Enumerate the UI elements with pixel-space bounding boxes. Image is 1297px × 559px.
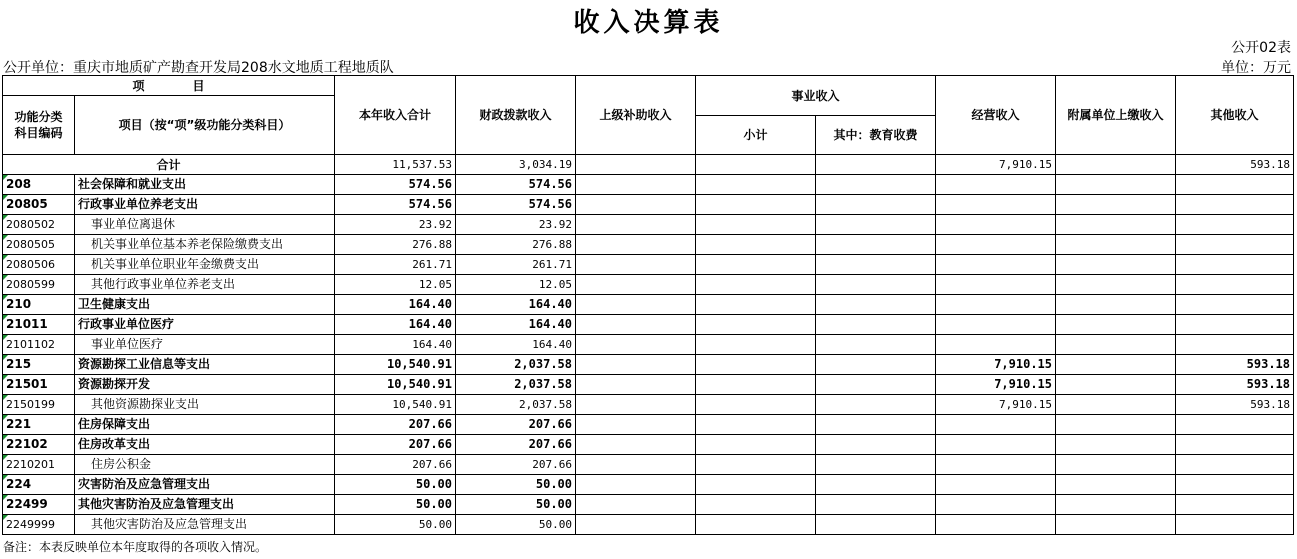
total-affiliate [1056,155,1176,175]
row-code: 210 [3,295,75,315]
row-other [1176,235,1294,255]
row-total: 276.88 [335,235,456,255]
income-table [2,75,1294,535]
row-total: 207.66 [335,455,456,475]
row-education [816,455,936,475]
header-subtotal: 小计 [696,116,816,155]
row-superior [576,435,696,455]
row-affiliate [1056,215,1176,235]
row-superior [576,215,696,235]
row-subtotal [696,495,816,515]
row-operating [936,315,1056,335]
row-total: 164.40 [335,315,456,335]
row-other [1176,315,1294,335]
row-fiscal: 2,037.58 [456,355,576,375]
table-row [3,515,1294,535]
row-total: 50.00 [335,495,456,515]
row-superior [576,415,696,435]
table-row [3,495,1294,515]
total-superior [576,155,696,175]
row-other [1176,335,1294,355]
row-education [816,515,936,535]
row-operating [936,335,1056,355]
row-affiliate [1056,355,1176,375]
row-name: 其他灾害防治及应急管理支出 [75,495,335,515]
table-row [3,295,1294,315]
row-affiliate [1056,455,1176,475]
row-other [1176,515,1294,535]
row-education [816,475,936,495]
table-row [3,275,1294,295]
row-other [1176,175,1294,195]
row-total: 10,540.91 [335,375,456,395]
report-title: 收入决算表 [573,8,724,38]
row-operating [936,275,1056,295]
row-education [816,495,936,515]
table-row [3,395,1294,415]
row-name: 住房改革支出 [75,435,335,455]
row-name: 行政事业单位医疗 [75,315,335,335]
row-name: 住房公积金 [75,455,335,475]
row-superior [576,255,696,275]
row-affiliate [1056,175,1176,195]
row-fiscal: 276.88 [456,235,576,255]
row-fiscal: 164.40 [456,335,576,355]
row-name: 事业单位医疗 [75,335,335,355]
table-row [3,335,1294,355]
table-row [3,375,1294,395]
row-total: 10,540.91 [335,395,456,415]
row-operating [936,415,1056,435]
money-unit: 单位：万元 [1221,60,1291,76]
row-fiscal: 50.00 [456,515,576,535]
row-education [816,335,936,355]
row-affiliate [1056,375,1176,395]
row-code: 2150199 [3,395,75,415]
row-total: 12.05 [335,275,456,295]
row-name: 事业单位离退休 [75,215,335,235]
row-operating [936,435,1056,455]
row-fiscal: 207.66 [456,455,576,475]
total-total: 11,537.53 [335,155,456,175]
row-other [1176,455,1294,475]
row-education [816,175,936,195]
table-row [3,475,1294,495]
row-other [1176,275,1294,295]
row-subtotal [696,475,816,495]
row-fiscal: 164.40 [456,295,576,315]
row-affiliate [1056,195,1176,215]
row-education [816,235,936,255]
row-code: 2080505 [3,235,75,255]
header-item: 项 目 [3,76,335,96]
row-superior [576,275,696,295]
table-row [3,175,1294,195]
row-subtotal [696,195,816,215]
row-subtotal [696,175,816,195]
table-row [3,415,1294,435]
row-operating [936,195,1056,215]
row-affiliate [1056,335,1176,355]
header-fiscal: 财政拨款收入 [456,76,576,155]
row-other: 593.18 [1176,395,1294,415]
row-name: 卫生健康支出 [75,295,335,315]
row-code: 2080506 [3,255,75,275]
reporting-unit: 公开单位：重庆市地质矿产勘查开发局208水文地质工程地质队 [3,60,394,76]
row-fiscal: 50.00 [456,475,576,495]
row-other [1176,295,1294,315]
form-number: 公开02表 [1231,40,1291,56]
row-subtotal [696,295,816,315]
total-other: 593.18 [1176,155,1294,175]
row-subtotal [696,395,816,415]
row-affiliate [1056,475,1176,495]
row-name: 机关事业单位基本养老保险缴费支出 [75,235,335,255]
row-subtotal [696,435,816,455]
row-superior [576,495,696,515]
total-label: 合计 [3,155,335,175]
row-superior [576,455,696,475]
row-affiliate [1056,295,1176,315]
row-operating [936,475,1056,495]
row-operating [936,495,1056,515]
row-total: 10,540.91 [335,355,456,375]
row-education [816,255,936,275]
row-operating [936,295,1056,315]
row-fiscal: 164.40 [456,315,576,335]
row-other: 593.18 [1176,375,1294,395]
row-superior [576,515,696,535]
row-total: 574.56 [335,195,456,215]
row-code: 2080502 [3,215,75,235]
row-education [816,195,936,215]
total-operating: 7,910.15 [936,155,1056,175]
row-superior [576,235,696,255]
header-education: 其中：教育收费 [816,116,936,155]
row-superior [576,375,696,395]
row-code: 22499 [3,495,75,515]
total-education [816,155,936,175]
table-row [3,355,1294,375]
row-code: 2101102 [3,335,75,355]
table-row [3,435,1294,455]
row-affiliate [1056,495,1176,515]
row-code: 21501 [3,375,75,395]
row-education [816,275,936,295]
row-name: 社会保障和就业支出 [75,175,335,195]
row-education [816,375,936,395]
header-operating: 经营收入 [936,76,1056,155]
row-total: 164.40 [335,295,456,315]
row-total: 207.66 [335,435,456,455]
table-row [3,235,1294,255]
row-superior [576,355,696,375]
row-other [1176,435,1294,455]
row-code: 215 [3,355,75,375]
row-name: 资源勘探开发 [75,375,335,395]
row-affiliate [1056,395,1176,415]
row-name: 资源勘探工业信息等支出 [75,355,335,375]
row-subtotal [696,275,816,295]
row-name: 其他灾害防治及应急管理支出 [75,515,335,535]
header-code: 功能分类科目编码 [3,96,75,155]
row-code: 2080599 [3,275,75,295]
row-code: 21011 [3,315,75,335]
row-code: 221 [3,415,75,435]
row-total: 50.00 [335,515,456,535]
row-subtotal [696,375,816,395]
row-operating: 7,910.15 [936,395,1056,415]
row-total: 207.66 [335,415,456,435]
row-name: 其他资源勘探业支出 [75,395,335,415]
row-fiscal: 207.66 [456,435,576,455]
row-name: 其他行政事业单位养老支出 [75,275,335,295]
row-fiscal: 261.71 [456,255,576,275]
row-fiscal: 207.66 [456,415,576,435]
row-affiliate [1056,515,1176,535]
row-affiliate [1056,255,1176,275]
row-code: 2249999 [3,515,75,535]
row-fiscal: 50.00 [456,495,576,515]
row-operating: 7,910.15 [936,375,1056,395]
row-operating [936,235,1056,255]
row-subtotal [696,255,816,275]
row-fiscal: 2,037.58 [456,375,576,395]
row-superior [576,175,696,195]
row-affiliate [1056,415,1176,435]
row-total: 50.00 [335,475,456,495]
row-superior [576,335,696,355]
row-total: 23.92 [335,215,456,235]
header-career: 事业收入 [696,76,936,116]
row-affiliate [1056,235,1176,255]
header-affiliate: 附属单位上缴收入 [1056,76,1176,155]
row-other: 593.18 [1176,355,1294,375]
row-operating [936,455,1056,475]
row-fiscal: 574.56 [456,175,576,195]
row-other [1176,215,1294,235]
row-affiliate [1056,435,1176,455]
row-name: 灾害防治及应急管理支出 [75,475,335,495]
row-fiscal: 12.05 [456,275,576,295]
row-operating: 7,910.15 [936,355,1056,375]
table-row [3,455,1294,475]
total-subtotal [696,155,816,175]
table-row [3,255,1294,275]
row-fiscal: 23.92 [456,215,576,235]
row-subtotal [696,355,816,375]
row-superior [576,395,696,415]
row-operating [936,175,1056,195]
row-affiliate [1056,275,1176,295]
row-other [1176,415,1294,435]
row-code: 2210201 [3,455,75,475]
row-subtotal [696,335,816,355]
row-subtotal [696,215,816,235]
row-name: 机关事业单位职业年金缴费支出 [75,255,335,275]
row-superior [576,195,696,215]
row-education [816,355,936,375]
row-education [816,315,936,335]
row-code: 20805 [3,195,75,215]
row-name: 住房保障支出 [75,415,335,435]
row-subtotal [696,455,816,475]
total-fiscal: 3,034.19 [456,155,576,175]
row-education [816,215,936,235]
row-education [816,435,936,455]
header-superior: 上级补助收入 [576,76,696,155]
row-code: 22102 [3,435,75,455]
row-other [1176,255,1294,275]
row-superior [576,295,696,315]
table-row [3,195,1294,215]
row-operating [936,215,1056,235]
row-education [816,295,936,315]
row-fiscal: 574.56 [456,195,576,215]
table-row [3,315,1294,335]
row-superior [576,475,696,495]
row-total: 164.40 [335,335,456,355]
row-total: 574.56 [335,175,456,195]
row-subtotal [696,315,816,335]
row-subtotal [696,235,816,255]
footnote: 备注：本表反映单位本年度取得的各项收入情况。 [3,540,268,554]
row-name: 行政事业单位养老支出 [75,195,335,215]
row-total: 261.71 [335,255,456,275]
row-superior [576,315,696,335]
row-code: 208 [3,175,75,195]
table-row [3,215,1294,235]
row-education [816,395,936,415]
row-subtotal [696,415,816,435]
row-other [1176,475,1294,495]
header-name: 项目（按“项”级功能分类科目） [75,96,335,155]
row-subtotal [696,515,816,535]
row-operating [936,515,1056,535]
row-other [1176,495,1294,515]
row-operating [936,255,1056,275]
row-other [1176,195,1294,215]
header-other: 其他收入 [1176,76,1294,155]
header-total: 本年收入合计 [335,76,456,155]
row-fiscal: 2,037.58 [456,395,576,415]
row-affiliate [1056,315,1176,335]
row-education [816,415,936,435]
row-code: 224 [3,475,75,495]
total-row [3,155,1294,175]
